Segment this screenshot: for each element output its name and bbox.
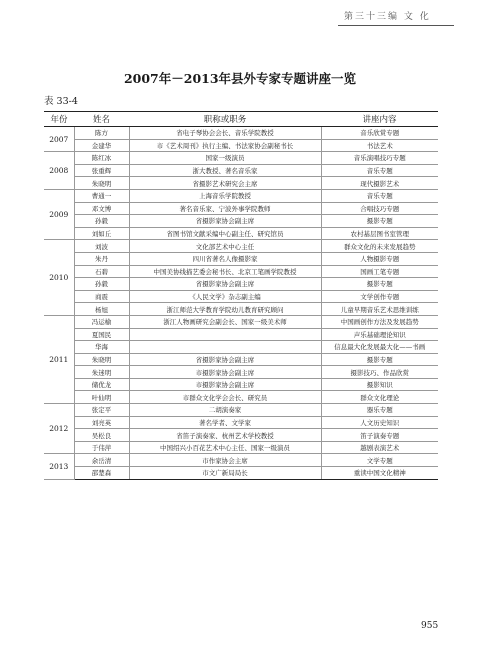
- topic-cell: 现代摄影艺术: [321, 177, 438, 190]
- topic-cell: 摄影专题: [321, 278, 438, 291]
- table-row: [44, 315, 438, 328]
- role-cell: 省摄影艺术研究会主席: [129, 177, 321, 190]
- table-row: [44, 467, 438, 480]
- topic-cell: 摄影知识: [321, 378, 438, 391]
- name-cell: 吴松良: [74, 429, 129, 442]
- role-cell: 市群众文化学会会长、研究员: [129, 391, 321, 404]
- name-cell: 陈方: [74, 127, 129, 140]
- topic-cell: 群众文化的未来发展趋势: [321, 240, 438, 253]
- header-year: 年份: [44, 112, 74, 127]
- page-title: 2007年－2013年县外专家专题讲座一览: [123, 71, 357, 86]
- name-cell: 石碧: [74, 265, 129, 278]
- topic-cell: 音乐专题: [321, 164, 438, 177]
- table-row: [44, 454, 438, 467]
- role-cell: 市摄影家协会副主席: [129, 366, 321, 379]
- name-cell: 刘亮英: [74, 416, 129, 429]
- table-row: [44, 404, 438, 417]
- role-cell: 浙江师范大学教育学院幼儿教育研究顾问: [129, 303, 321, 316]
- topic-cell: 声乐基础理论知识: [321, 328, 438, 341]
- role-cell: 市文广新局局长: [129, 467, 321, 480]
- table-row: [44, 429, 438, 442]
- header-name: 姓名: [74, 112, 129, 127]
- table-header-row: [44, 112, 438, 127]
- role-cell: 省摄影家协会副主席: [129, 278, 321, 291]
- name-cell: 冯运榆: [74, 315, 129, 328]
- topic-cell: 重读中国文化精神: [321, 467, 438, 480]
- topic-cell: 国画工笔专题: [321, 265, 438, 278]
- topic-cell: 文学创作专题: [321, 290, 438, 303]
- name-cell: 金建华: [74, 139, 129, 152]
- role-cell: 中国美协线描艺委会秘书长、北京工笔画学院教授: [129, 265, 321, 278]
- name-cell: 孙毅: [74, 278, 129, 291]
- topic-cell: 书法艺术: [321, 139, 438, 152]
- name-cell: 陈红冰: [74, 152, 129, 165]
- topic-cell: 文学专题: [321, 454, 438, 467]
- table-row: [44, 215, 438, 228]
- role-cell: 上海音乐学院教授: [129, 189, 321, 202]
- name-cell: 邵楚森: [74, 467, 129, 480]
- page-number: 955: [421, 621, 439, 631]
- name-cell: 叶仙明: [74, 391, 129, 404]
- topic-cell: 儿童早期音乐艺术思维训练: [321, 303, 438, 316]
- role-cell: 二胡演奏家: [129, 404, 321, 417]
- table-row: [44, 366, 438, 379]
- running-head-text: 第三十三编 文 化: [344, 12, 431, 22]
- topic-cell: 群众文化理论: [321, 391, 438, 404]
- name-cell: 朱晓明: [74, 353, 129, 366]
- name-cell: 夏国民: [74, 328, 129, 341]
- role-cell: 浙江人物画研究会副会长、国家一级美术师: [129, 315, 321, 328]
- table-row: [44, 303, 438, 316]
- name-cell: 余岳清: [74, 454, 129, 467]
- role-cell: 中国绍兴小百花艺术中心主任、国家一级演员: [129, 441, 321, 454]
- table-row: [44, 227, 438, 240]
- topic-cell: 笛子演奏专题: [321, 429, 438, 442]
- table-row: [44, 265, 438, 278]
- name-cell: 朱迷明: [74, 366, 129, 379]
- year-cell: 2012: [44, 404, 74, 454]
- role-cell: 省电子琴协会会长、音乐学院教授: [129, 127, 321, 140]
- topic-cell: 人物摄影专题: [321, 252, 438, 265]
- table-row: [44, 152, 438, 165]
- name-cell: 储优龙: [74, 378, 129, 391]
- name-cell: 朱晓明: [74, 177, 129, 190]
- table-row: [44, 441, 438, 454]
- table-row: [44, 328, 438, 341]
- year-cell: 2010: [44, 240, 74, 316]
- name-cell: 于伟萍: [74, 441, 129, 454]
- name-cell: 曹通一: [74, 189, 129, 202]
- name-cell: 张定平: [74, 404, 129, 417]
- table-row: [44, 391, 438, 404]
- topic-cell: 音乐演唱技巧专题: [321, 152, 438, 165]
- table-row: [44, 378, 438, 391]
- topic-cell: 音乐专题: [321, 189, 438, 202]
- table-row: [44, 177, 438, 190]
- role-cell: 市摄影家协会副主席: [129, 378, 321, 391]
- role-cell: 文化部艺术中心主任: [129, 240, 321, 253]
- topic-cell: 摄影专题: [321, 353, 438, 366]
- table-row: [44, 416, 438, 429]
- table-body: [44, 127, 438, 480]
- table-row: [44, 189, 438, 202]
- table-row: [44, 127, 438, 140]
- role-cell: 国家一级演员: [129, 152, 321, 165]
- table-row: [44, 252, 438, 265]
- role-cell: 省图书馆文献采编中心副主任、研究馆员: [129, 227, 321, 240]
- running-head: [0, 0, 480, 28]
- name-cell: 华海: [74, 341, 129, 354]
- lecture-table: [44, 111, 438, 480]
- table-label: 表 33-4: [44, 96, 78, 107]
- table-row: [44, 278, 438, 291]
- role-cell: 四川省著名人像摄影家: [129, 252, 321, 265]
- name-cell: 刘波: [74, 240, 129, 253]
- name-cell: 朱丹: [74, 252, 129, 265]
- role-cell: 著名音乐家、宁波外事学院教师: [129, 202, 321, 215]
- role-cell: 省笛子演奏家、杭州艺术学校教授: [129, 429, 321, 442]
- role-cell: 著名学者、文学家: [129, 416, 321, 429]
- role-cell: 《人民文学》杂志副主编: [129, 290, 321, 303]
- name-cell: 杨旭: [74, 303, 129, 316]
- header-role: 职称或职务: [129, 112, 321, 127]
- year-cell: 2008: [44, 152, 74, 190]
- topic-cell: 农村基层图书室管理: [321, 227, 438, 240]
- topic-cell: 摄影专题: [321, 215, 438, 228]
- role-cell: [129, 341, 321, 354]
- role-cell: 省摄影家协会副主席: [129, 215, 321, 228]
- table-row: [44, 240, 438, 253]
- year-cell: 2007: [44, 127, 74, 152]
- year-cell: 2011: [44, 315, 74, 403]
- topic-cell: 合唱技巧专题: [321, 202, 438, 215]
- topic-cell: 器乐专题: [321, 404, 438, 417]
- running-head-rule: [338, 25, 454, 26]
- header-topic: 讲座内容: [321, 112, 438, 127]
- role-cell: 市作家协会主席: [129, 454, 321, 467]
- name-cell: 邓文博: [74, 202, 129, 215]
- role-cell: [129, 328, 321, 341]
- table-row: [44, 290, 438, 303]
- year-cell: 2009: [44, 189, 74, 239]
- table-row: [44, 353, 438, 366]
- role-cell: 浙大教授、著名音乐家: [129, 164, 321, 177]
- name-cell: 刘如丘: [74, 227, 129, 240]
- topic-cell: 越剧表演艺术: [321, 441, 438, 454]
- table-row: [44, 341, 438, 354]
- table-row: [44, 139, 438, 152]
- name-cell: 张重辉: [74, 164, 129, 177]
- table-row: [44, 202, 438, 215]
- topic-cell: 摄影技巧、作品欣赏: [321, 366, 438, 379]
- topic-cell: 信息最大化发展最大化——书画: [321, 341, 438, 354]
- year-cell: 2013: [44, 454, 74, 479]
- name-cell: 孙毅: [74, 215, 129, 228]
- topic-cell: 人文历史知识: [321, 416, 438, 429]
- topic-cell: 音乐欣赏专题: [321, 127, 438, 140]
- role-cell: 省摄影家协会副主席: [129, 353, 321, 366]
- table-row: [44, 164, 438, 177]
- topic-cell: 中国画创作方法及发展趋势: [321, 315, 438, 328]
- role-cell: 市《艺术周刊》执行主编、书法家协会副秘书长: [129, 139, 321, 152]
- name-cell: 商震: [74, 290, 129, 303]
